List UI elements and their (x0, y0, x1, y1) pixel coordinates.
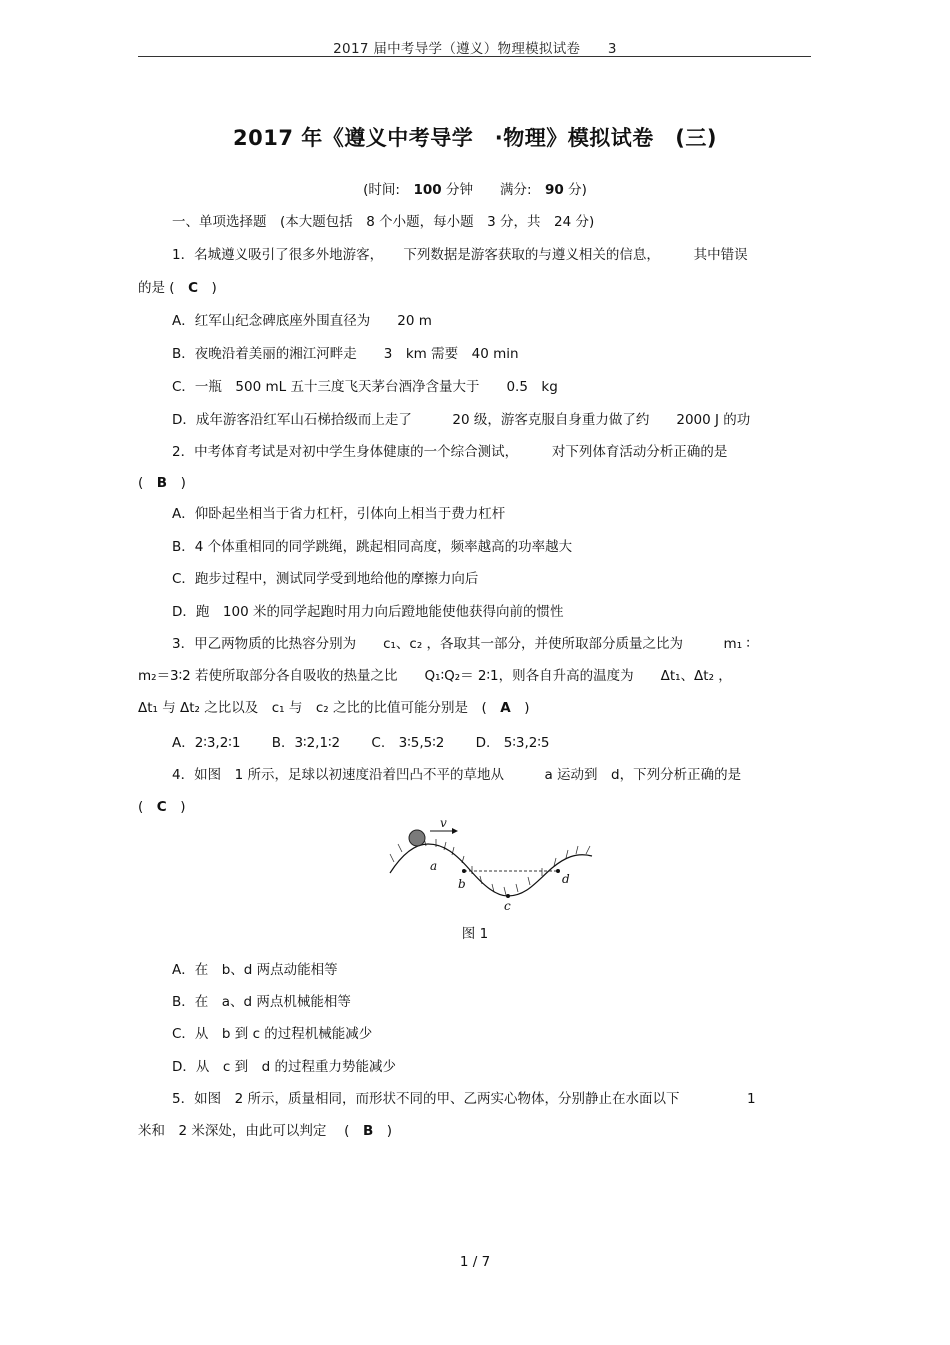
q4-option-c: C．从 b 到 c 的过程机械能减少 (172, 1026, 373, 1042)
q4-option-b: B．在 a、d 两点机械能相等 (172, 994, 351, 1010)
q4-option-a: A．在 b、d 两点动能相等 (172, 962, 338, 978)
q1-stem-post: ) (197, 280, 217, 296)
q2-answer: B (156, 475, 168, 491)
q4-stem-post: ) (166, 799, 186, 815)
point-d (556, 869, 560, 873)
q2-option-d: D．跑 100 米的同学起跑时用力向后蹬地能使他获得向前的惯性 (172, 604, 564, 620)
exam-info-open: (时间: (363, 182, 414, 198)
q4-answer: C (156, 799, 167, 815)
q5-answer: B (362, 1123, 374, 1139)
figure-1 (386, 818, 596, 913)
q1-option-c: C．一瓶 500 mL 五十三度飞天茅台酒净含量大于 0.5 kg (172, 379, 558, 395)
section-heading: 一、单项选择题 (本大题包括 8 个小题，每小题 3 分，共 24 分) (172, 214, 595, 230)
q1-answer: C (188, 280, 198, 296)
q4-stem-line1: 4．如图 1 所示，足球以初速度沿着凹凸不平的草地从 a 运动到 d，下列分析正确的是 (172, 767, 742, 783)
exam-title: 2017 年《遵义中考导学 ·物理》模拟试卷 (三) (233, 126, 717, 150)
q1-stem-line1: 1．名城遵义吸引了很多外地游客， 下列数据是游客获取的与遵义相关的信息， 其中错误 (172, 247, 748, 263)
terrain-curve (390, 844, 592, 896)
point-c (506, 894, 510, 898)
point-b (462, 869, 466, 873)
ball-on-terrain-diagram (386, 818, 596, 913)
q2-option-a: A．仰卧起坐相当于省力杠杆，引体向上相当于费力杠杆 (172, 506, 506, 522)
q1-stem-line2 (0, 276, 950, 296)
q4-stem-line2 (0, 795, 950, 815)
exam-time: 100 (413, 182, 442, 198)
q2-option-c: C．跑步过程中，测试同学受到地给他的摩擦力向后 (172, 571, 479, 587)
figure-caption: 图 1 (461, 926, 489, 942)
exam-score: 90 (545, 182, 564, 198)
exam-time-unit: 分钟 满分: (441, 182, 545, 198)
q3-stem-post: ) (510, 700, 530, 716)
q2-option-b: B．4 个体重相同的同学跳绳，跳起相同高度，频率越高的功率越大 (172, 539, 573, 555)
q3-stem-line2: m₂＝3∶2 若使所取部分各自吸收的热量之比 Q₁∶Q₂＝ 2∶1，则各自升高的温度为 Δt₁、Δt₂ ， (138, 668, 732, 684)
q3-stem-pre: Δt₁ 与 Δt₂ 之比以及 c₁ 与 c₂ 之比的比值可能分别是 ( (138, 700, 501, 716)
ground-hatching (390, 838, 590, 895)
label-a: a (430, 859, 438, 873)
q2-stem-line2 (0, 471, 950, 491)
q3-options: A．2∶3,2∶1 B．3∶2,1∶2 C. 3∶5,5∶2 D. 5∶3,2∶5 (172, 735, 550, 751)
q4-option-d: D．从 c 到 d 的过程重力势能减少 (172, 1059, 396, 1075)
label-v: v (440, 818, 447, 830)
q2-stem-pre: ( (138, 475, 157, 491)
q5-stem-post: ) (373, 1123, 393, 1139)
q1-option-a: A．红军山纪念碑底座外围直径为 20 m (172, 313, 432, 329)
q5-stem-line1: 5．如图 2 所示，质量相同，而形状不同的甲、乙两实心物体，分别静止在水面以下 1 (172, 1091, 756, 1107)
q1-option-d: D．成年游客沿红军山石梯拾级而上走了 20 级，游客克服自身重力做了约 2000 J 的功 (172, 412, 751, 428)
q2-stem-line1: 2．中考体育考试是对初中学生身体健康的一个综合测试， 对下列体育活动分析正确的是 (172, 444, 728, 460)
q1-stem-pre: 的是 ( (138, 280, 189, 296)
q1-option-b: B．夜晚沿着美丽的湘江河畔走 3 km 需要 40 min (172, 346, 519, 362)
q5-stem-line2 (0, 1119, 950, 1139)
q4-stem-pre: ( (138, 799, 157, 815)
label-d: d (562, 872, 570, 886)
ball-icon (409, 830, 425, 846)
label-b: b (458, 877, 466, 891)
page-number: 1 / 7 (459, 1254, 491, 1270)
velocity-arrowhead (452, 828, 458, 834)
exam-score-unit: 分) (563, 182, 587, 198)
running-header: 2017 届中考导学（遵义）物理模拟试卷 3 (333, 41, 617, 57)
q3-stem-line3 (0, 696, 950, 716)
q3-stem-line1: 3．甲乙两物质的比热容分别为 c₁、c₂ ，各取其一部分，并使所取部分质量之比为 m₁ ∶ (172, 636, 750, 652)
exam-info (0, 178, 950, 198)
label-c: c (504, 899, 511, 913)
header-rule (138, 56, 811, 57)
q3-answer: A (500, 700, 511, 716)
q5-stem-pre: 米和 2 米深处，由此可以判定 ( (138, 1123, 363, 1139)
q2-stem-post: ) (167, 475, 186, 491)
